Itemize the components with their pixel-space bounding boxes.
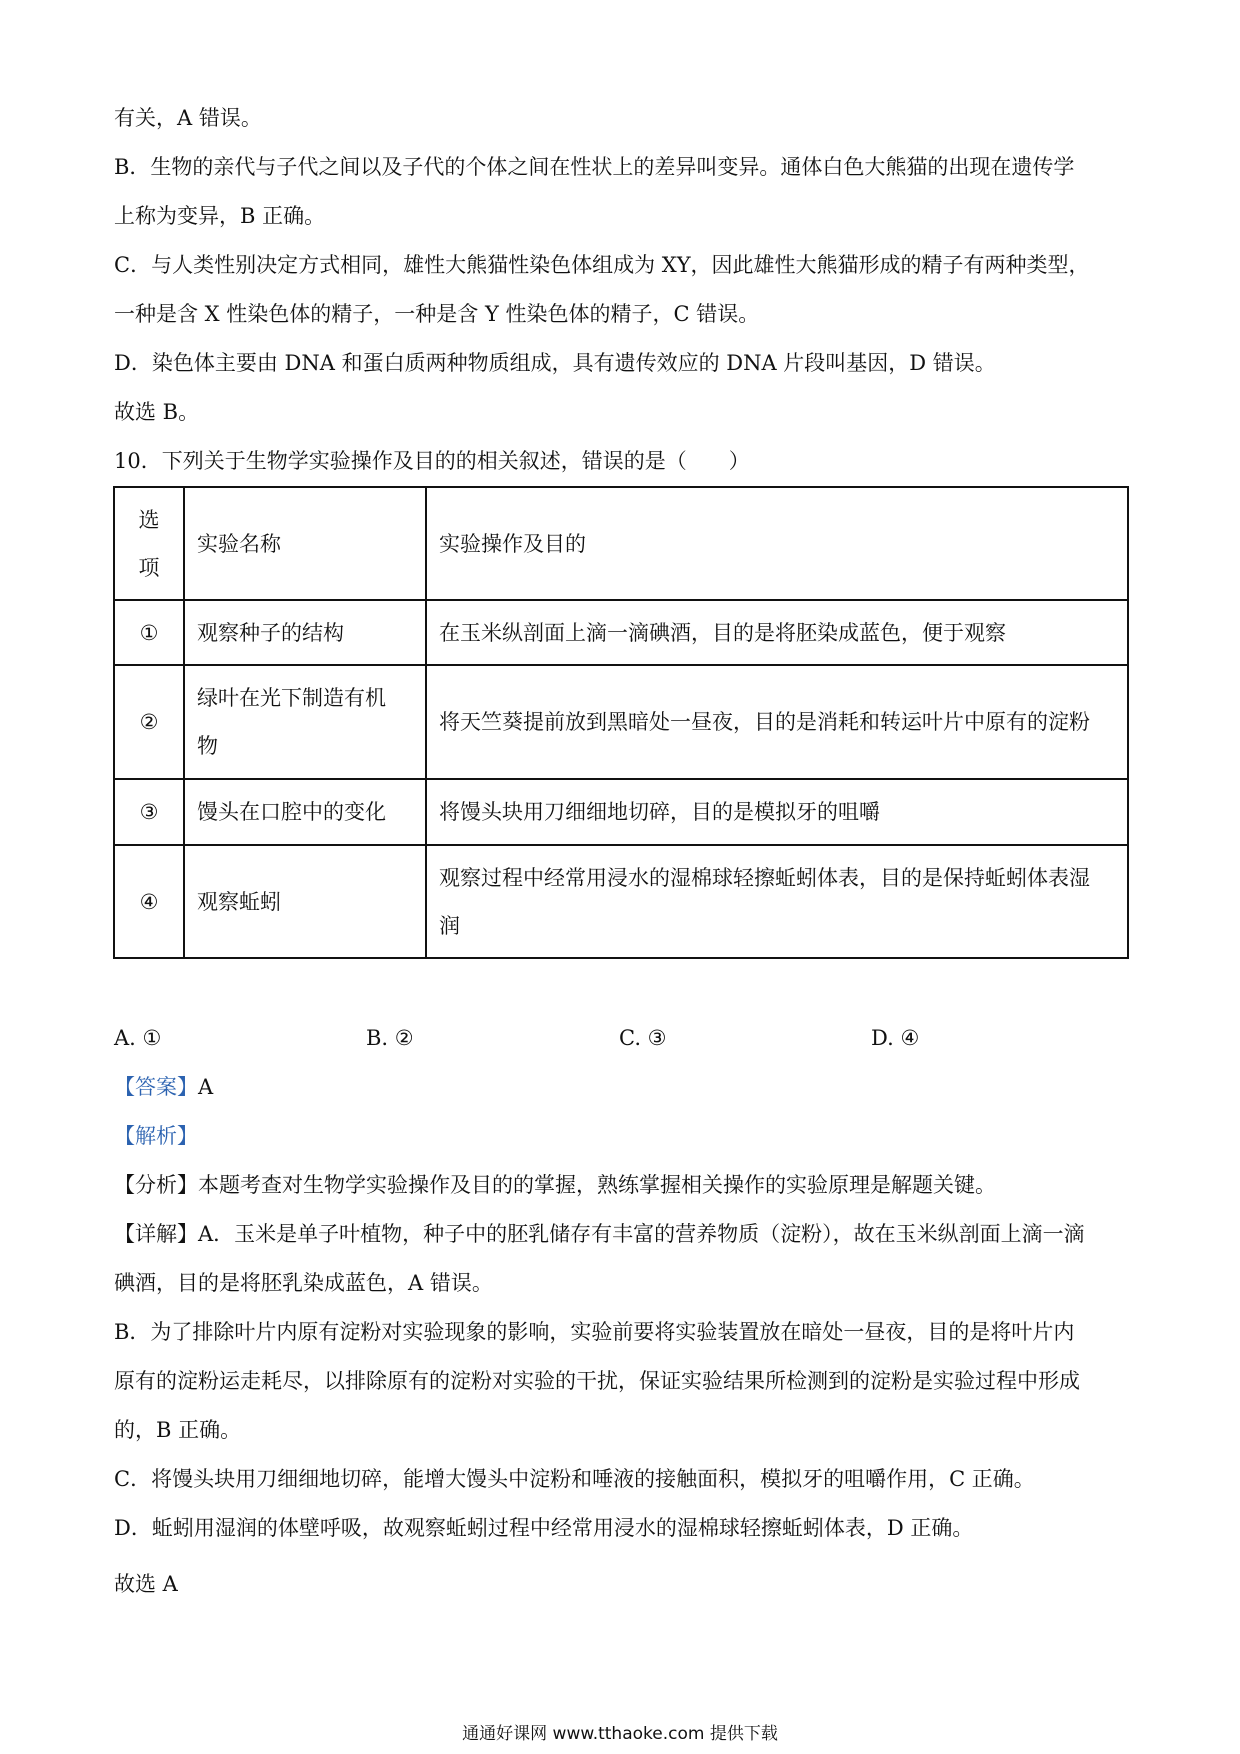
paragraph: D．蚯蚓用湿润的体壁呼吸，故观察蚯蚓过程中经常用浸水的湿棉球轻擦蚯蚓体表，D 正确。 [114,1516,974,1540]
page-footer: 通通好课网 www.tthaoke.com 提供下载 [462,1724,778,1744]
cell-line: 观察蚯蚓 [197,889,281,914]
answer-line [114,1073,213,1101]
paragraph: 故选 B。 [114,400,200,424]
name-cell [184,600,426,665]
cell-line: 绿叶在光下制造有机 [197,686,386,710]
table-row [114,665,1128,779]
header-operation-cell: 实验操作及目的 [426,487,1128,600]
option-c: C. ③ [619,1026,667,1050]
name-cell [184,845,426,958]
header-option-line: 选 [138,507,160,532]
option-cell: ② [114,665,184,779]
table-row [114,845,1128,958]
cell-line: 将馒头块用刀细细地切碎，目的是模拟牙的咀嚼 [439,800,880,824]
cell-line: 观察过程中经常用浸水的湿棉球轻擦蚯蚓体表，目的是保持蚯蚓体表湿 [439,865,1090,890]
option-b: B. ② [366,1026,414,1050]
experiment-table [113,486,1129,959]
table-header-row [114,487,1128,600]
cell-line: 物 [197,734,218,758]
name-cell [184,779,426,845]
paragraph: 一种是含 X 性染色体的精子，一种是含 Y 性染色体的精子，C 错误。 [114,302,760,326]
paragraph: C．将馒头块用刀细细地切碎，能增大馒头中淀粉和唾液的接触面积，模拟牙的咀嚼作用，C 正确。 [114,1467,1035,1491]
option-cell: ④ [114,845,184,958]
paragraph: D．染色体主要由 DNA 和蛋白质两种物质组成，具有遗传效应的 DNA 片段叫基因，D 错误。 [114,351,996,375]
operation-cell [426,845,1128,958]
answer-value: A [198,1075,214,1099]
paragraph: 有关，A 错误。 [114,106,262,130]
header-name-cell: 实验名称 [184,487,426,600]
header-option-cell [114,487,184,600]
paragraph: 碘酒，目的是将胚乳染成蓝色，A 错误。 [114,1271,493,1295]
cell-line: 观察种子的结构 [197,620,344,645]
operation-cell [426,779,1128,845]
analysis-label: 【解析】 [114,1124,198,1148]
option-cell: ③ [114,779,184,845]
option-cell: ① [114,600,184,665]
option-d: D. ④ [871,1026,920,1050]
paragraph: 上称为变异，B 正确。 [114,204,326,228]
paragraph: C．与人类性别决定方式相同，雄性大熊猫性染色体组成为 XY，因此雄性大熊猫形成的精子有两种类型， [114,253,1090,277]
paragraph: 故选 A [114,1572,178,1596]
table-row [114,600,1128,665]
question-stem: 10．下列关于生物学实验操作及目的的相关叙述，错误的是（ ） [114,449,750,473]
operation-cell [426,665,1128,779]
paragraph: 原有的淀粉运走耗尽，以排除原有的淀粉对实验的干扰，保证实验结果所检测到的淀粉是实验过程中形成 [114,1369,1080,1393]
cell-line: 润 [439,913,460,938]
operation-cell [426,600,1128,665]
paragraph: 的，B 正确。 [114,1418,242,1442]
option-a: A. ① [114,1026,162,1050]
header-option-line: 项 [138,555,160,580]
cell-line: 在玉米纵剖面上滴一滴碘酒，目的是将胚染成蓝色，便于观察 [439,620,1006,645]
cell-line: 馒头在口腔中的变化 [197,800,386,824]
name-cell [184,665,426,779]
paragraph: B．为了排除叶片内原有淀粉对实验现象的影响，实验前要将实验装置放在暗处一昼夜，目的是将叶片内 [114,1320,1075,1344]
cell-line: 将天竺葵提前放到黑暗处一昼夜，目的是消耗和转运叶片中原有的淀粉 [439,710,1090,734]
table-row [114,779,1128,845]
paragraph: 【详解】A．玉米是单子叶植物，种子中的胚乳储存有丰富的营养物质（淀粉），故在玉米纵剖面上滴一滴 [114,1222,1085,1246]
paragraph: 【分析】本题考查对生物学实验操作及目的的掌握，熟练掌握相关操作的实验原理是解题关键。 [114,1173,996,1197]
answer-label: 【答案】 [114,1075,198,1099]
paragraph: B．生物的亲代与子代之间以及子代的个体之间在性状上的差异叫变异。通体白色大熊猫的出现在遗传学 [114,155,1075,179]
